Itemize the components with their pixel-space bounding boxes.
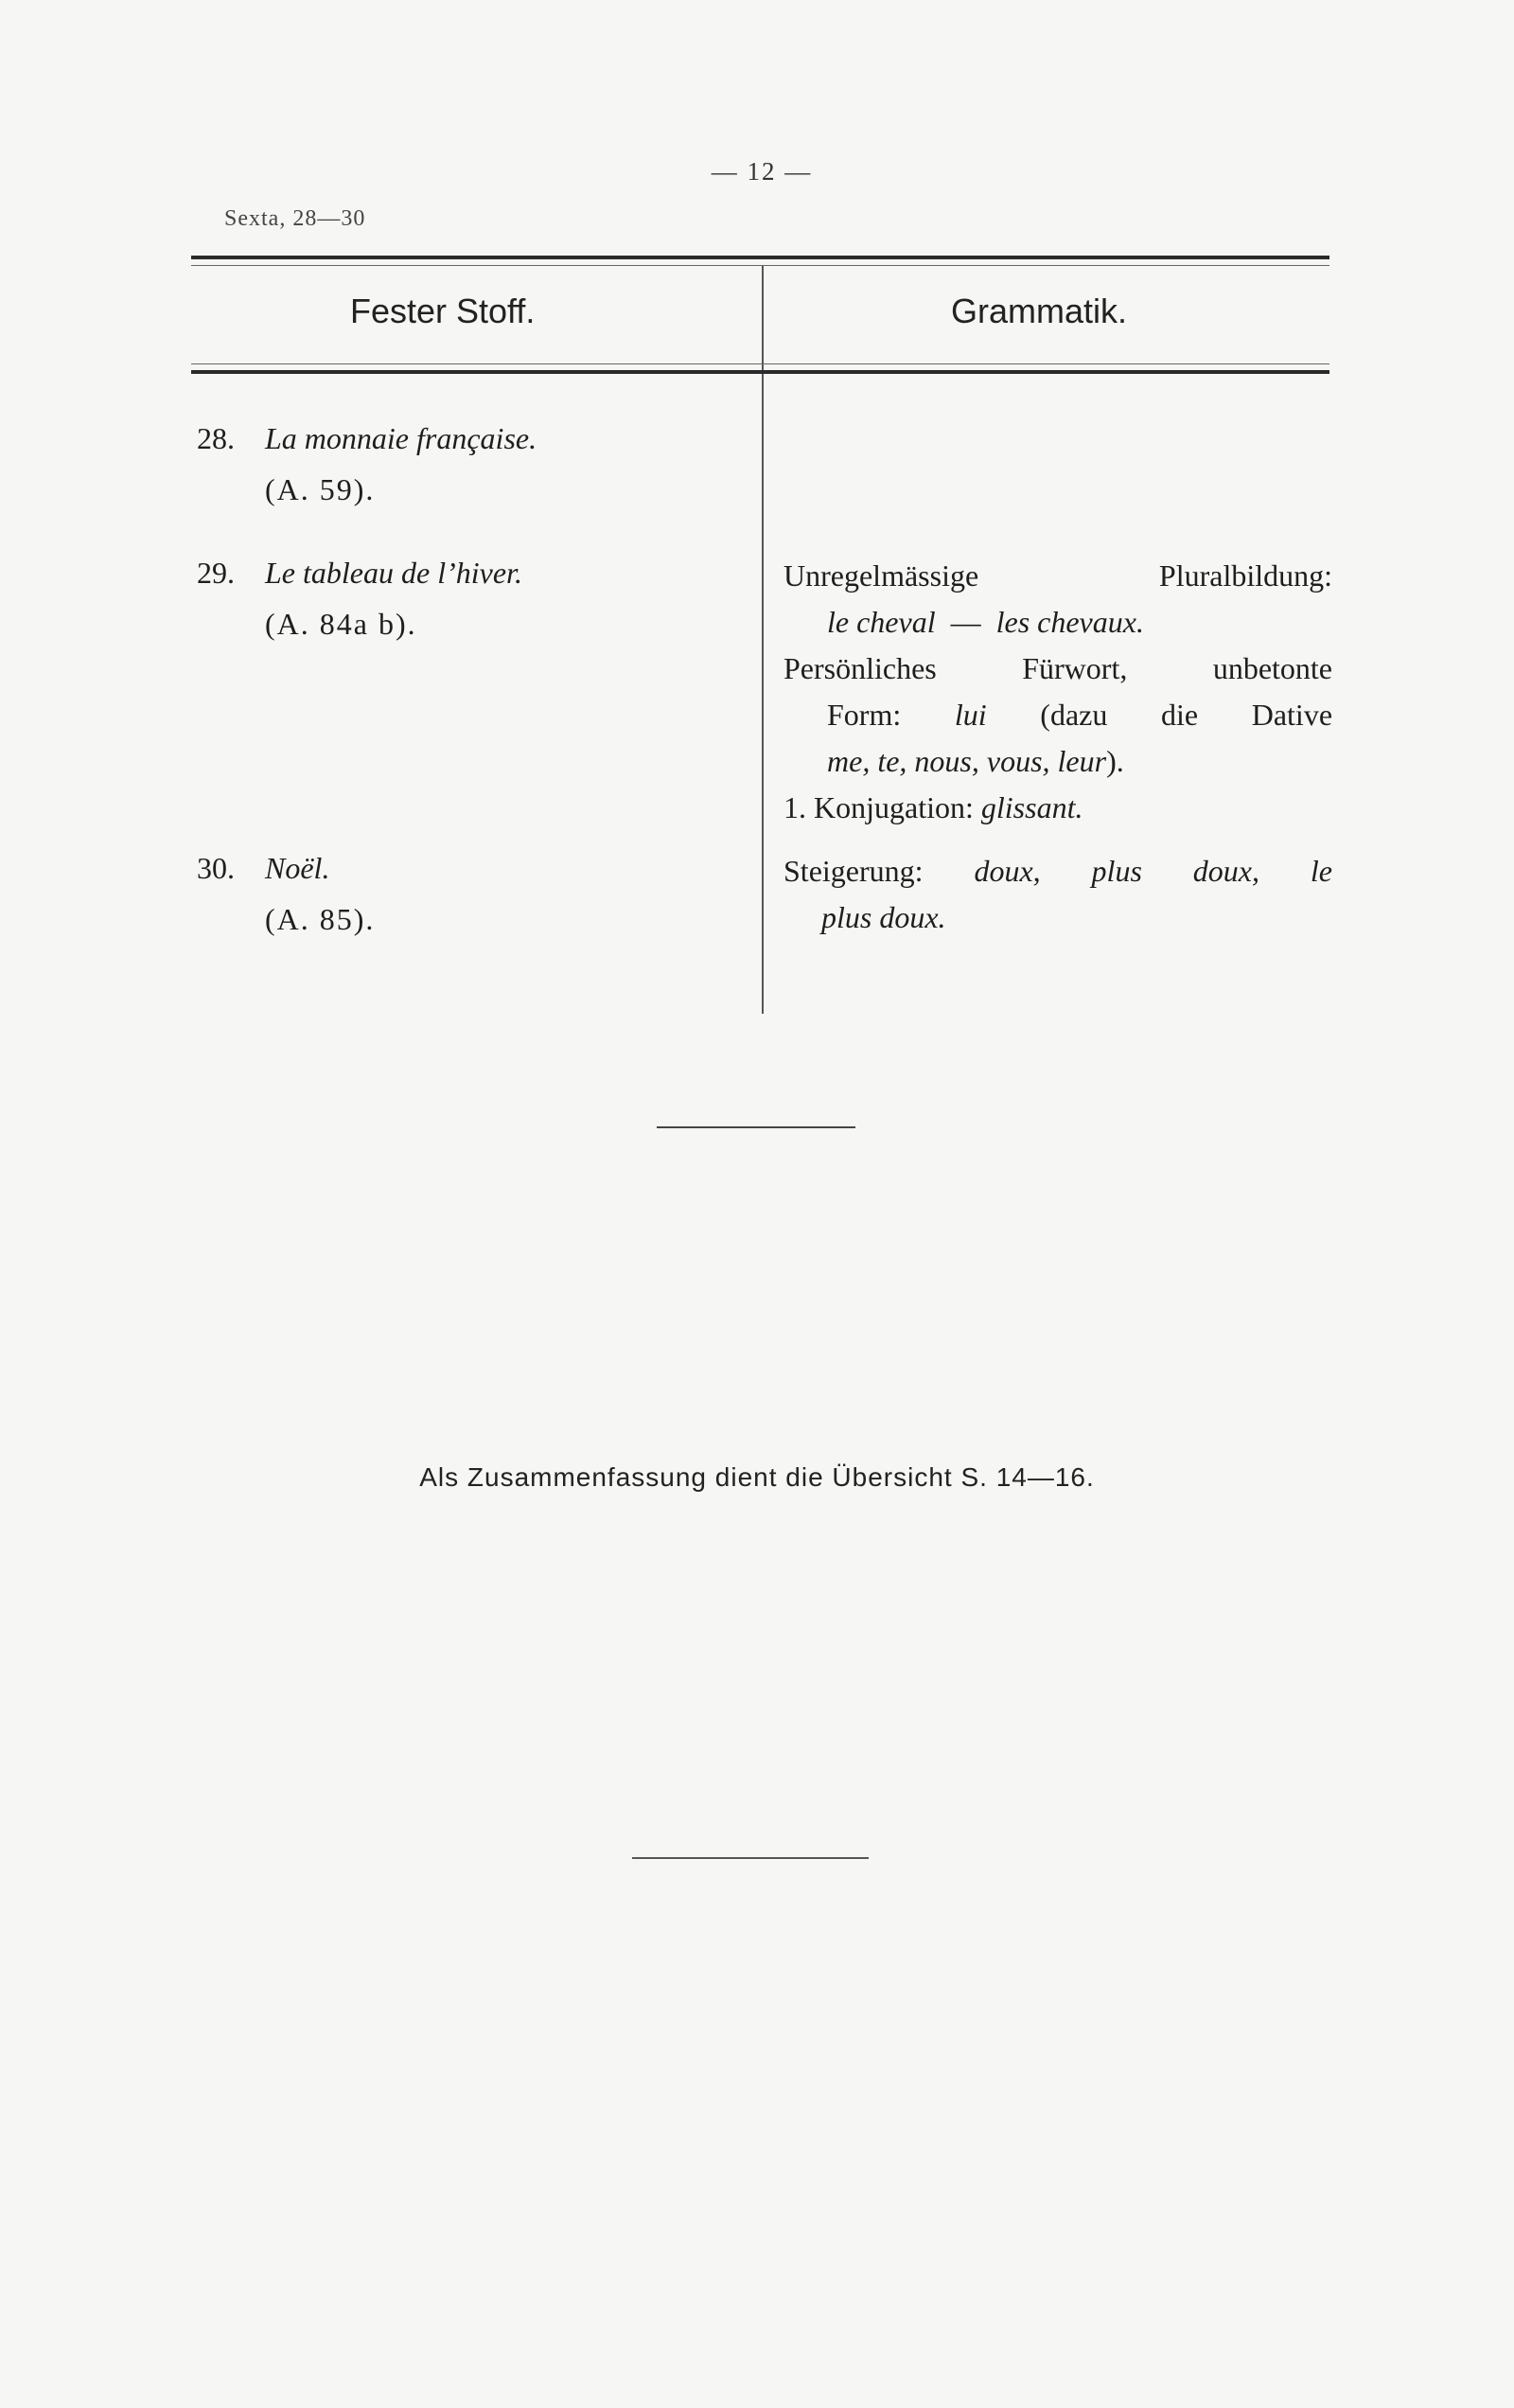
- plural-example: [783, 599, 1332, 646]
- summary-note: Als Zusammenfassung dient die Übersicht S. 14—16.: [419, 1462, 1095, 1492]
- entry-29: [197, 547, 522, 649]
- page-number: — 12 —: [711, 157, 813, 186]
- bottom-rule: [632, 1857, 869, 1859]
- entry-reference: (A. 84a b).: [265, 607, 417, 641]
- entry-number: 29.: [197, 556, 235, 590]
- conjugation-word: glissant.: [980, 790, 1083, 824]
- plural-label: Unregelmässige Pluralbildung:: [783, 558, 1332, 593]
- plural-example-singular: le cheval: [827, 605, 936, 639]
- section-rule: [657, 1126, 855, 1128]
- comparison-words-cont: [783, 894, 1332, 941]
- conjugation-line: [783, 785, 1332, 831]
- entry-28: [197, 413, 537, 515]
- plural-example-plural: les chevaux.: [995, 605, 1144, 639]
- comparison-words: doux, plus doux, le: [974, 854, 1332, 888]
- column-divider: [762, 266, 764, 1014]
- grammar-comparison: [783, 848, 1332, 941]
- pronoun-form-label: Form:: [827, 698, 902, 732]
- running-head: Sexta, 28—30: [224, 206, 366, 231]
- comparison-words-end: plus doux.: [821, 900, 946, 934]
- pronoun-line: Persönliches Fürwort, unbetonte: [783, 651, 1332, 685]
- pronoun-datives: [783, 738, 1332, 785]
- entry-reference: (A. 85).: [265, 902, 376, 936]
- comparison-label: Steigerung:: [783, 854, 924, 888]
- pronoun-form-rest: (dazu die Dative: [1040, 698, 1333, 732]
- plural-example-dash: —: [950, 605, 981, 639]
- pronoun-datives-close: ).: [1106, 744, 1124, 778]
- pronoun-form-word: lui: [954, 698, 987, 732]
- conjugation-label: 1. Konjugation:: [783, 790, 974, 824]
- pronoun-datives-list: me, te, nous, vous, leur: [827, 744, 1107, 778]
- entry-title: La monnaie française.: [265, 421, 537, 455]
- entry-number: 28.: [197, 421, 235, 455]
- entry-number: 30.: [197, 851, 235, 885]
- grammar-plural: [783, 553, 1332, 831]
- comparison-line: [783, 848, 1332, 894]
- header-rule-thin: [191, 363, 1329, 364]
- header-rule-thick: [191, 370, 1329, 374]
- top-rule-thin: [191, 265, 1329, 266]
- column-header-grammatik: Grammatik.: [951, 292, 1128, 330]
- entry-title: Noël.: [265, 851, 330, 885]
- entry-title: Le tableau de l’hiver.: [265, 556, 522, 590]
- entry-reference: (A. 59).: [265, 472, 376, 506]
- column-header-fester-stoff: Fester Stoff.: [350, 292, 536, 330]
- entry-30: [197, 842, 375, 945]
- top-rule-thick: [191, 256, 1329, 259]
- pronoun-form: [783, 692, 1332, 738]
